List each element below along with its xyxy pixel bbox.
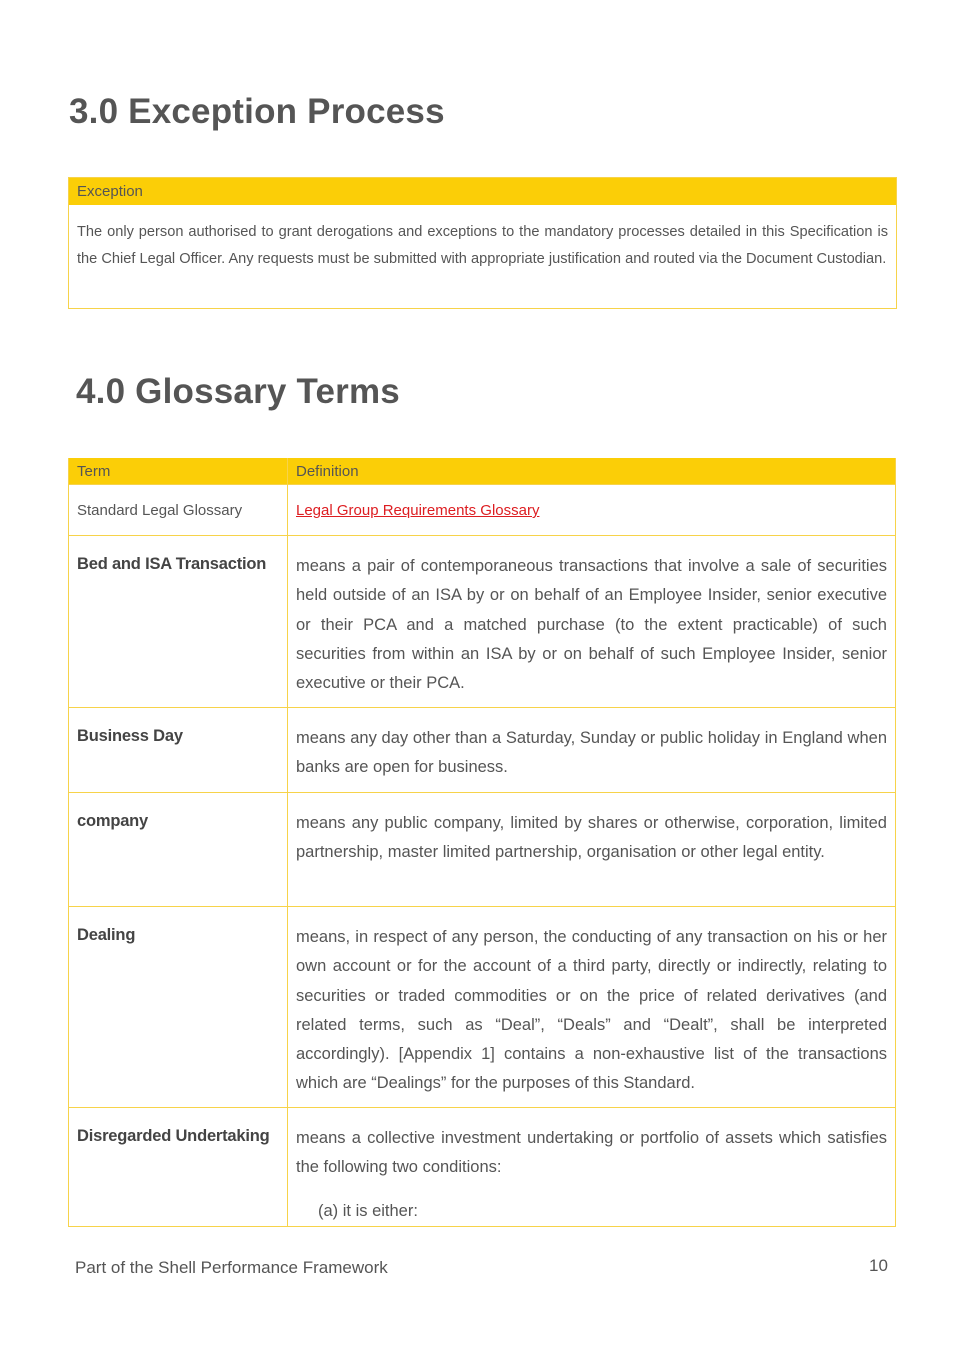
term-cell: company bbox=[69, 793, 288, 907]
definition-cell: means, in respect of any person, the conducting of any transaction on his or her own account or for the account of a third party, directly or indirectly, relating to securities or traded commodities or on the price of related derivatives (and related terms, such as “Deal”, “Deals” and “Dealt”, shall be interpreted accordingly). [Appendix 1] contains a non-exhaustive list of the transactions which are “Dealings” for the purposes of this Standard. bbox=[288, 907, 896, 1108]
legal-glossary-link[interactable]: Legal Group Requirements Glossary bbox=[296, 502, 540, 519]
glossary-section-title: 4.0 Glossary Terms bbox=[76, 372, 400, 411]
table-row bbox=[69, 907, 896, 1108]
exception-box bbox=[68, 177, 897, 309]
definition-text: means a collective investment undertaking or portfolio of assets which satisfies the following two conditions: bbox=[296, 1129, 887, 1177]
table-row bbox=[69, 1108, 896, 1227]
definition-cell: means a pair of contemporaneous transactions that involve a sale of securities held outside of an ISA by or on behalf of an Employee Insider, senior executive or their PCA and a matched purchase (to the extent practicable) of such securities from within an ISA by or on behalf of such Employee Insider, senior executive or their PCA. bbox=[288, 536, 896, 708]
table-row bbox=[69, 536, 896, 708]
term-cell: Dealing bbox=[69, 907, 288, 1108]
term-cell: Disregarded Undertaking bbox=[69, 1108, 288, 1227]
definition-cell: means any day other than a Saturday, Sunday or public holiday in England when banks are open for business. bbox=[288, 708, 896, 793]
definition-cell bbox=[288, 1108, 896, 1227]
glossary-header-row bbox=[69, 458, 896, 485]
exception-box-text: The only person authorised to grant derogations and exceptions to the mandatory processes detailed in this Specification is the Chief Legal Officer. Any requests must be submitted with appropriate justification and routed via the Document Custodian. bbox=[77, 224, 888, 267]
page-number: 10 bbox=[869, 1256, 888, 1275]
term-cell: Business Day bbox=[69, 708, 288, 793]
term-column-header: Term bbox=[69, 458, 288, 485]
table-row bbox=[69, 793, 896, 907]
term-cell: Bed and ISA Transaction bbox=[69, 536, 288, 708]
definition-cell: means any public company, limited by shares or otherwise, corporation, limited partnership, master limited partnership, organisation or other legal entity. bbox=[288, 793, 896, 907]
definition-column-header: Definition bbox=[288, 458, 896, 485]
definition-subitem: (a) it is either: bbox=[318, 1201, 418, 1220]
definition-cell bbox=[288, 485, 896, 536]
footer-text: Part of the Shell Performance Framework bbox=[75, 1258, 388, 1277]
exception-box-header: Exception bbox=[69, 178, 896, 205]
term-cell: Standard Legal Glossary bbox=[69, 485, 288, 536]
glossary-table bbox=[68, 458, 896, 1227]
table-row bbox=[69, 708, 896, 793]
table-row bbox=[69, 485, 896, 536]
exception-section-title: 3.0 Exception Process bbox=[69, 92, 445, 131]
